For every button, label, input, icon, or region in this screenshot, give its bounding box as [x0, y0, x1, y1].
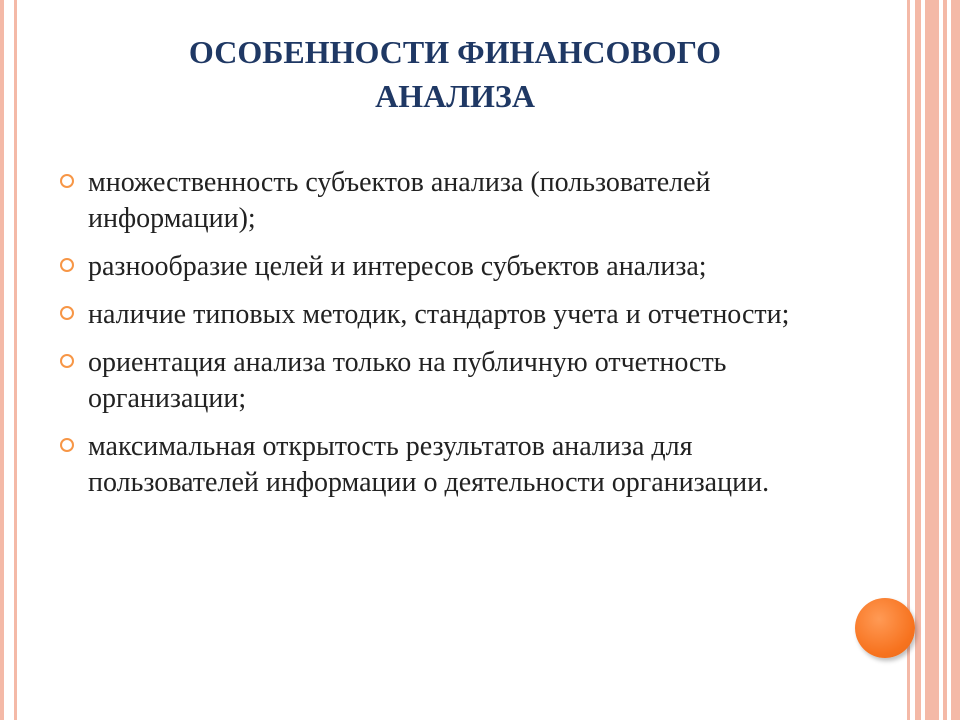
bullet-circle-icon — [60, 354, 74, 368]
bullet-text: множественность субъектов анализа (пользователей информации); — [88, 167, 711, 234]
bullet-list — [60, 165, 840, 513]
bullet-text: наличие типовых методик, стандартов учета и отчетности; — [88, 299, 790, 330]
slide-title — [110, 30, 800, 118]
bullet-circle-icon — [60, 258, 74, 272]
bullet-circle-icon — [60, 174, 74, 188]
slide-title-line-2: АНАЛИЗА — [375, 78, 535, 114]
bullet-circle-icon — [60, 306, 74, 320]
decorative-orange-circle — [855, 598, 915, 658]
frame-line-left — [14, 0, 17, 720]
bullet-text: разнообразие целей и интересов субъектов анализа; — [88, 251, 707, 282]
bullet-text: ориентация анализа только на публичную отчетность организации; — [88, 347, 727, 414]
bullet-item — [60, 345, 840, 417]
slide-title-line-1: ОСОБЕННОСТИ ФИНАНСОВОГО — [188, 34, 722, 70]
left-border — [0, 0, 4, 720]
bullet-item — [60, 429, 840, 501]
bullet-item — [60, 297, 840, 333]
bullet-item — [60, 165, 840, 237]
bullet-circle-icon — [60, 438, 74, 452]
bullet-text: максимальная открытость результатов анализа для пользователей информации о деятельности организации. — [88, 431, 770, 498]
bullet-item — [60, 249, 840, 285]
decorative-stripes — [915, 0, 960, 720]
